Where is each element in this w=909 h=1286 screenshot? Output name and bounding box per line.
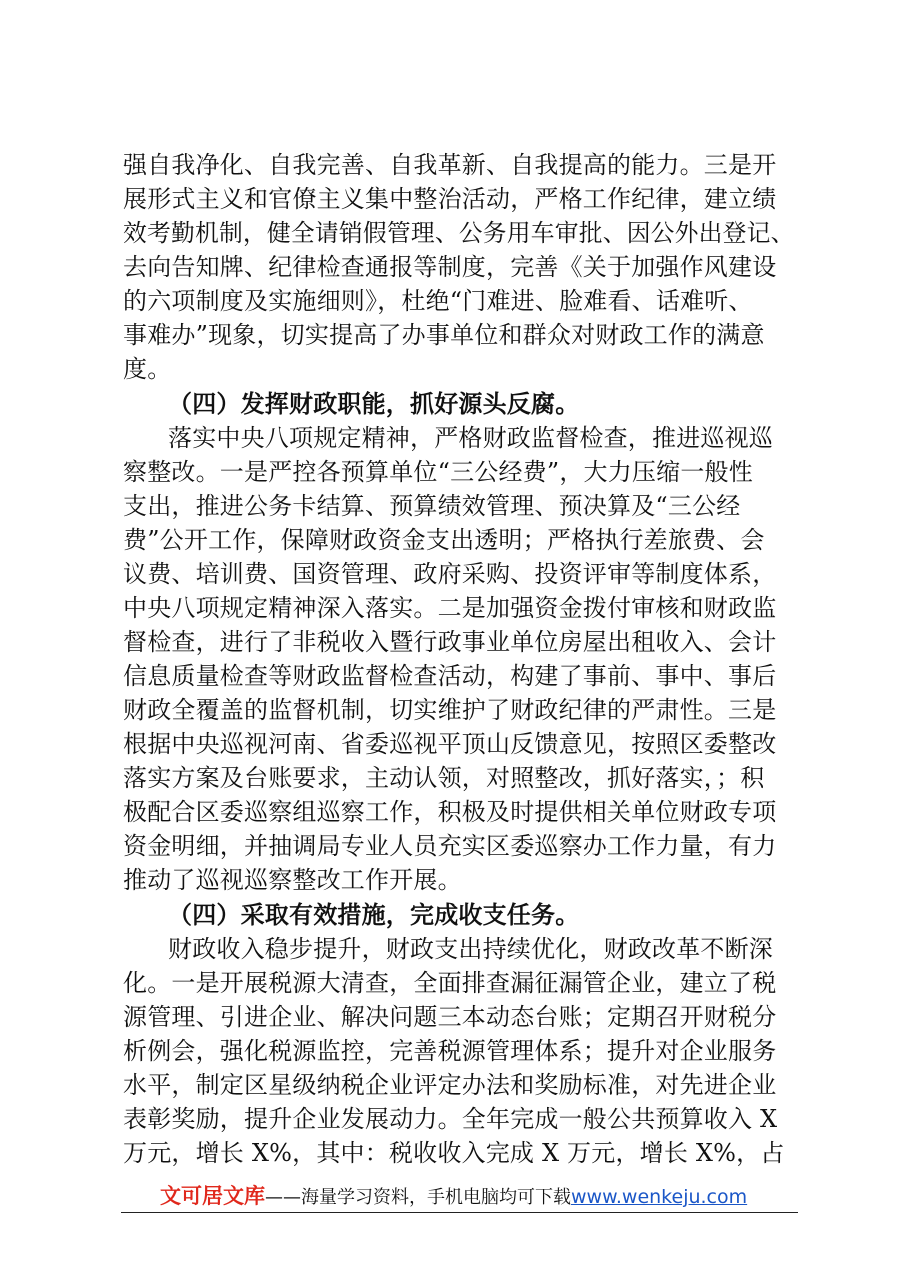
paragraph-line: 察整改。一是严控各预算单位“三公经费”，大力压缩一般性 bbox=[123, 458, 753, 486]
paragraph-line: 信息质量检查等财政监督检查活动，构建了事前、事中、事后 bbox=[123, 662, 777, 690]
paragraph-line: 强自我净化、自我完善、自我革新、自我提高的能力。三是开 bbox=[123, 151, 777, 179]
footer-divider bbox=[121, 1212, 798, 1213]
paragraph-line: 财政全覆盖的监督机制，切实维护了财政纪律的严肃性。三是 bbox=[123, 696, 777, 724]
paragraph-line: 督检查，进行了非税收入暨行政事业单位房屋出租收入、会计 bbox=[123, 628, 777, 656]
paragraph-line: 度。 bbox=[123, 355, 172, 383]
paragraph-line: 事难办”现象，切实提高了办事单位和群众对财政工作的满意 bbox=[123, 321, 765, 349]
paragraph-line: 源管理、引进企业、解决问题三本动态台账；定期召开财税分 bbox=[123, 1003, 777, 1031]
paragraph-line: 去向告知牌、纪律检查通报等制度，完善《关于加强作风建设 bbox=[123, 253, 777, 281]
paragraph-line: 支出，推进公务卡结算、预算绩效管理、预决算及“三公经 bbox=[123, 492, 741, 520]
footer-banner bbox=[160, 1181, 780, 1211]
paragraph-line: 费”公开工作，保障财政资金支出透明；严格执行差旅费、会 bbox=[123, 526, 765, 554]
footer-brand: 文可居文库 bbox=[160, 1184, 265, 1208]
paragraph-line: 财政收入稳步提升，财政支出持续优化，财政改革不断深 bbox=[168, 935, 773, 963]
paragraph-line: 推动了巡视巡察整改工作开展。 bbox=[123, 866, 462, 894]
paragraph-line: 落实方案及台账要求，主动认领，对照整改，抓好落实，；积 bbox=[123, 764, 765, 792]
paragraph-line: 展形式主义和官僚主义集中整治活动，严格工作纪律，建立绩 bbox=[123, 185, 777, 213]
paragraph-line: 极配合区委巡察组巡察工作，积极及时提供相关单位财政专项 bbox=[123, 798, 777, 826]
paragraph-line: 中央八项规定精神深入落实。二是加强资金拨付审核和财政监 bbox=[123, 594, 777, 622]
paragraph-line: 议费、培训费、国资管理、政府采购、投资评审等制度体系， bbox=[123, 560, 777, 588]
paragraph-line: 的六项制度及实施细则》，杜绝“门难进、脸难看、话难听、 bbox=[123, 287, 753, 315]
section-heading: （四）发挥财政职能，抓好源头反腐。 bbox=[168, 389, 580, 418]
section-heading: （四）采取有效措施，完成收支任务。 bbox=[168, 900, 580, 929]
paragraph-line: 析例会，强化税源监控，完善税源管理体系；提升对企业服务 bbox=[123, 1037, 777, 1065]
paragraph-line: 根据中央巡视河南、省委巡视平顶山反馈意见，按照区委整改 bbox=[123, 730, 777, 758]
paragraph-line: 效考勤机制，健全请销假管理、公务用车审批、因公外出登记、 bbox=[123, 219, 795, 247]
footer-slogan: ——海量学习资料，手机电脑均可下载 bbox=[265, 1187, 571, 1208]
paragraph-line: 落实中央八项规定精神，严格财政监督检查，推进巡视巡 bbox=[168, 424, 773, 452]
footer-link[interactable]: www.wenkeju.com bbox=[571, 1186, 748, 1208]
paragraph-line: 资金明细，并抽调局专业人员充实区委巡察办工作力量，有力 bbox=[123, 832, 777, 860]
paragraph-line: 表彰奖励，提升企业发展动力。全年完成一般公共预算收入 X bbox=[123, 1105, 778, 1133]
paragraph-line: 化。一是开展税源大清查，全面排查漏征漏管企业，建立了税 bbox=[123, 969, 777, 997]
paragraph-line: 万元，增长 X%，其中：税收收入完成 X 万元，增长 X%，占 bbox=[123, 1139, 785, 1167]
paragraph-line: 水平，制定区星级纳税企业评定办法和奖励标准，对先进企业 bbox=[123, 1071, 777, 1099]
